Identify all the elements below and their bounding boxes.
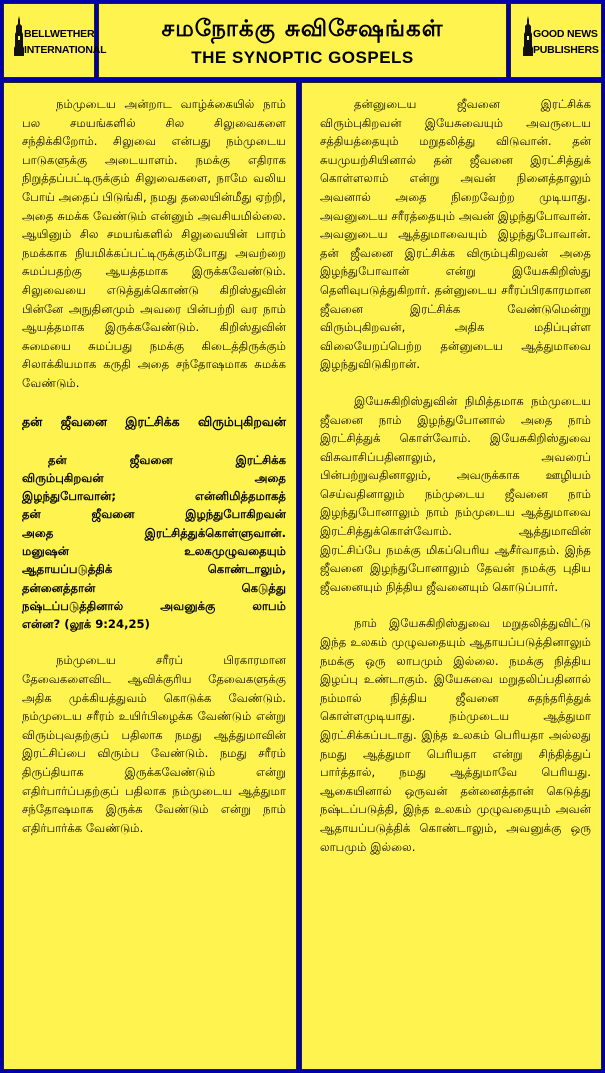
scripture-verse [22,451,286,634]
verse-line: என்ன? (லூக் 9:24,25) [22,617,150,632]
verse-line: மனுஷன் உலகமுழுவதையும் [22,543,286,558]
right-paragraph-1: தன்னுடைய ஜீவனை இரட்சிக்க விரும்புகிறவன் இயேசுவையும் அவருடைய சத்தியத்தையும் மறுதலித்து விடுவான். தன் சுயமுயற்சியினால் தன் ஜீவனை இரட்சித்துக் கொள்ளலாம் என்று அவன் நினைத்தாலும் அவனால் அதை நிறைவேற்ற முடியாது. அவனுடைய சரீரத்தையும் அவன் இழந்துபோவான். அவனுடைய ஆத்துமாவையும் இழந்துபோவான். தன் ஜீவனை இரட்சிக்க விரும்புகிறவன் அதை இழந்துபோவான் என்று இயேசுகிறிஸ்து தெளிவுபடுத்துகிறார். தன்னுடைய சரீரப்பிரகாரமான ஜீவனை இரட்சிக்க வேண்டுமென்று விரும்புகிறவன், அதிக மதிப்புள்ள விலையேறப்பெற்ற தன்னுடைய ஆத்துமாவை இழந்துவிடுகிறான். [320,97,591,372]
title-box [98,3,507,78]
section-heading: தன் ஜீவனை இரட்சிக்க விரும்புகிறவன் [22,413,286,429]
left-paragraph-2: நம்முடைய சரீரப் பிரகாரமான தேவைகளைவிட ஆவிக்குரிய தேவைகளுக்கு அதிக முக்கியத்துவம் கொடுக்க வேண்டும். நம்முடைய சரீரம் உயிர்பிழைக்க வேண்டும் என்று விரும்புவதற்குப் பதிலாக நமது ஆத்துமாவின் இரட்சிப்பை விரும்ப வேண்டும். நமது சரீரம் திருப்தியாக இருக்கவேண்டும் என்று எதிர்பார்ப்பதற்குப் பதிலாக நம்முடைய ஆத்துமா சந்தோஷமாக இருக்க வேண்டும் என்று நாம் எதிர்பார்க்க வேண்டும். [22,653,286,835]
left-column [3,82,297,1070]
verse-line: தன் ஜீவனை இழந்துபோகிறவன் [22,507,286,522]
right-paragraph-3: நாம் இயேசுகிறிஸ்துவை மறுதலித்துவிட்டு இந்த உலகம் முழுவதையும் ஆதாயப்படுத்தினாலும் நமக்கு ஒரு லாபமும் இல்லை. நமக்கு நித்திய இழப்பு உண்டாகும். இயேசுவை மறுதலிப்பதினால் நம்மால் நித்திய ஜீவனை சுதந்தரித்துக் கொள்ளமுடியாது. நம்முடைய ஆத்துமா இரட்சிக்கப்படாது. இந்த உலகம் பெரியதா அல்லது நமது ஆத்துமா பெரியதா என்று சிந்தித்துப் பார்த்தால், நமது ஆத்துமாவே பெரியது. ஆகையினால் ஒருவன் தன்னைத்தான் கெடுத்து நஷ்டப்படுத்தி, இந்த உலகம் முழுவதையும் அவன் ஆதாயப்படுத்திக் கொண்டாலும், அவனுக்கு ஒரு லாபமும் இல்லை. [320,616,591,854]
verse-line: ஆதாயப்படுத்திக் கொண்டாலும், [22,562,286,577]
bellwether-logo [3,3,107,78]
good-news-logo-line1: GOOD NEWS [533,28,598,40]
page-title-tamil: சமநோக்கு சுவிசேஷங்கள் [161,15,444,42]
bellwether-logo-line1: BELLWETHER [24,28,95,40]
verse-line: இழந்துபோவான்; என்னிமித்தமாகத் [22,489,286,504]
right-column [301,82,602,1070]
left-paragraph-1: நம்முடைய அன்றாட வாழ்க்கையில் நாம் பல சமயங்களில் சில சிலுவைகளை சந்திக்கிறோம். சிலுவை என்பது நம்முடைய பாடுகளுக்கு அடையாளம். நமக்கு எதிராக நிறுத்தப்பட்டிருக்கும் சிலுவைகளை, நாமே வலிய போய் அதைப் பிடுங்கி, நமது தலையின்மீது ஏற்றி, அதை சுமக்க வேண்டும் என்னும் அவசியமில்லை. ஆயினும் சில சமயங்களில் சிலுவையின் பாரம் நமக்காக நியமிக்கப்பட்டிருக்கும்போது அவற்றை சுமப்பதற்கு ஆயத்தமாக இருக்கவேண்டும். சிலுவையை எடுத்துக்கொண்டு கிறிஸ்துவின் பின்னே அநுதினமும் அவரை பின்பற்றி வர நாம் ஆயத்தமாக இருக்கவேண்டும். கிறிஸ்துவின் சுமையை சுமப்பது நமக்கு கிடைத்திருக்கும் சிலாக்கியமாக கருதி அதை சந்தோஷமாக சுமக்க வேண்டும். [22,97,286,390]
bellwether-logo-text [24,26,106,58]
verse-line: அதை இரட்சித்துக்கொள்ளுவான். [22,525,286,540]
verse-line: தன் ஜீவனை இரட்சிக்க [48,452,286,467]
verse-line: தன்னைத்தான் கெடுத்து [22,580,286,595]
verse-line: நஷ்டப்படுத்தினால் அவனுக்கு லாபம் [22,598,286,613]
right-paragraph-2: இயேசுகிறிஸ்துவின் நிமித்தமாக நம்முடைய ஜீவனை நாம் இழந்துபோனால் அதை நாம் இரட்சித்துக் கொள்வோம். இயேசுகிறிஸ்துவை விசுவாசிப்பதினாலும், அவரைப் பின்பற்றுவதினாலும், அவருக்காக ஊழியம் செய்வதினாலும் நம்முடைய ஜீவனை நாம் இழந்துபோனாலும் நாம் நம்முடைய ஆத்துமாவை இரட்சித்துக்கொள்வோம். ஆத்துமாவின் இரட்சிப்பே நமக்கு மிகப்பெரிய ஆசீர்வாதம். இந்த ஜீவனை இழந்துபோனாலும் தேவன் நமக்கு புதிய ஜீவனையும் நித்திய ஜீவனையும் கொடுப்பார். [320,393,591,594]
header [3,3,602,78]
good-news-logo [510,3,602,78]
page-title-english: THE SYNOPTIC GOSPELS [191,47,414,67]
verse-line: விரும்புகிறவன் அதை [22,470,286,485]
bellwether-logo-line2: INTERNATIONAL [24,44,107,56]
good-news-logo-line2: PUBLISHERS [533,44,599,56]
good-news-logo-text [533,26,599,58]
